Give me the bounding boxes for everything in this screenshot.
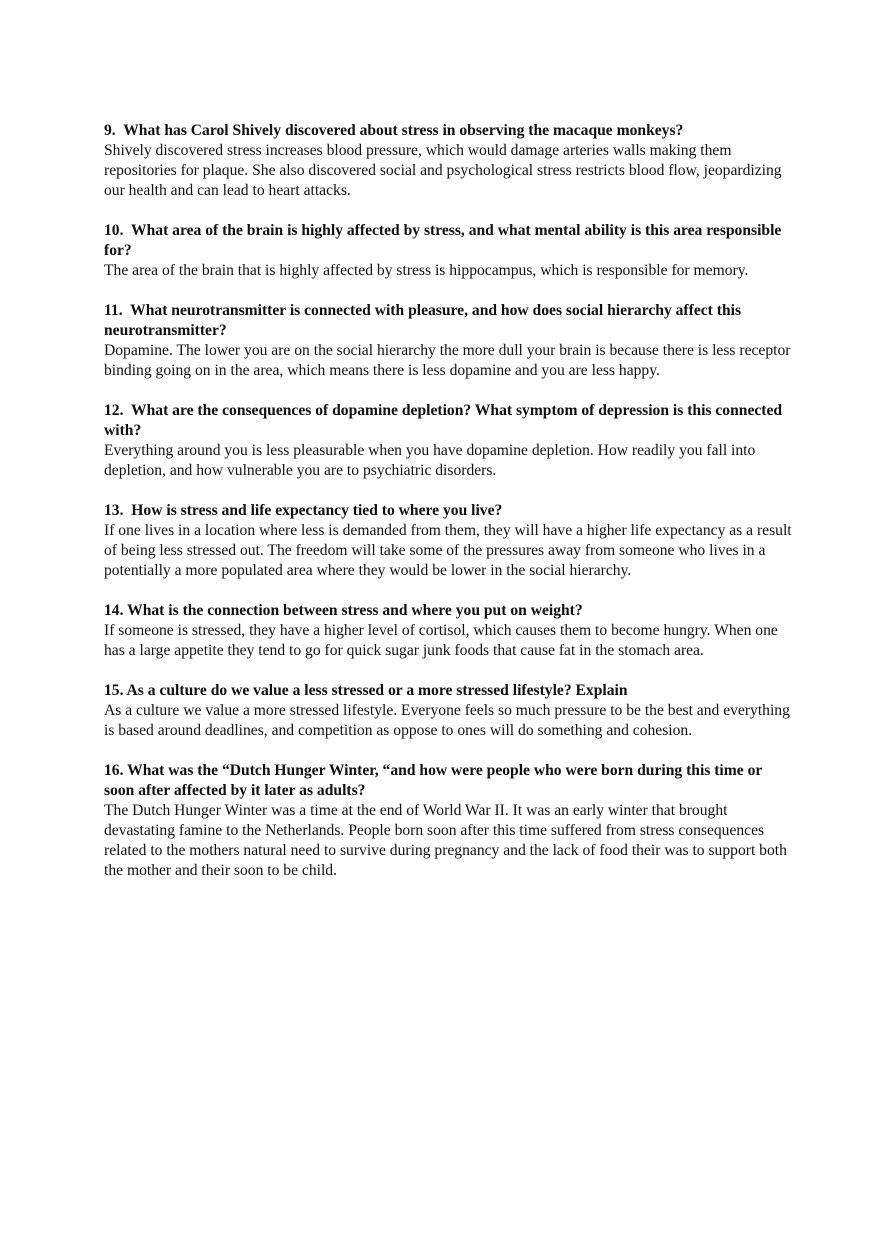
answer-13: If one lives in a location where less is demanded from them, they will have a higher life expectancy as a result of being less stressed out. The freedom will take some of the pressures away from someone who lives in a potentially a more populated area where they would be lower in the social hierarchy. (104, 522, 792, 579)
question-10: 10. What area of the brain is highly affected by stress, and what mental ability is this area responsible for? (104, 222, 786, 259)
question-15: 15. As a culture do we value a less stressed or a more stressed lifestyle? Explain (104, 682, 628, 699)
document-body (104, 121, 794, 901)
answer-14: If someone is stressed, they have a higher level of cortisol, which causes them to become hungry. When one has a large appetite they tend to go for quick sugar junk foods that cause fat in the stomach area. (104, 622, 778, 659)
answer-12: Everything around you is less pleasurable when you have dopamine depletion. How readily you fall into depletion, and how vulnerable you are to psychiatric disorders. (104, 442, 756, 479)
qa-item-15 (104, 681, 794, 741)
question-12: 12. What are the consequences of dopamine depletion? What symptom of depression is this connected with? (104, 402, 786, 439)
qa-item-14 (104, 601, 794, 661)
question-9: 9. What has Carol Shively discovered about stress in observing the macaque monkeys? (104, 122, 684, 139)
qa-item-12 (104, 401, 794, 481)
answer-9: Shively discovered stress increases blood pressure, which would damage arteries walls making them repositories for plaque. She also discovered social and psychological stress restricts blood flow, jeopardizing our health and can lead to heart attacks. (104, 142, 782, 199)
answer-16: The Dutch Hunger Winter was a time at the end of World War II. It was an early winter that brought devastating famine to the Netherlands. People born soon after this time suffered from stress consequences related to the mothers natural need to survive during pregnancy and the lack of food their was to support both the mother and their soon to be child. (104, 802, 787, 879)
qa-item-11 (104, 301, 794, 381)
answer-11: Dopamine. The lower you are on the social hierarchy the more dull your brain is because there is less receptor binding going on in the area, which means there is less dopamine and you are less happy. (104, 342, 791, 379)
qa-item-16 (104, 761, 794, 881)
answer-10: The area of the brain that is highly affected by stress is hippocampus, which is responsible for memory. (104, 262, 749, 279)
answer-15: As a culture we value a more stressed lifestyle. Everyone feels so much pressure to be the best and everything is based around deadlines, and competition as oppose to ones will do something and cohesion. (104, 702, 790, 739)
qa-item-9 (104, 121, 794, 201)
qa-item-13 (104, 501, 794, 581)
qa-item-10 (104, 221, 794, 281)
question-13: 13. How is stress and life expectancy tied to where you live? (104, 502, 503, 519)
question-16: 16. What was the “Dutch Hunger Winter, “and how were people who were born during this time or soon after affected by it later as adults? (104, 762, 766, 799)
question-11: 11. What neurotransmitter is connected with pleasure, and how does social hierarchy affect this neurotransmitter? (104, 302, 745, 339)
question-14: 14. What is the connection between stress and where you put on weight? (104, 602, 583, 619)
